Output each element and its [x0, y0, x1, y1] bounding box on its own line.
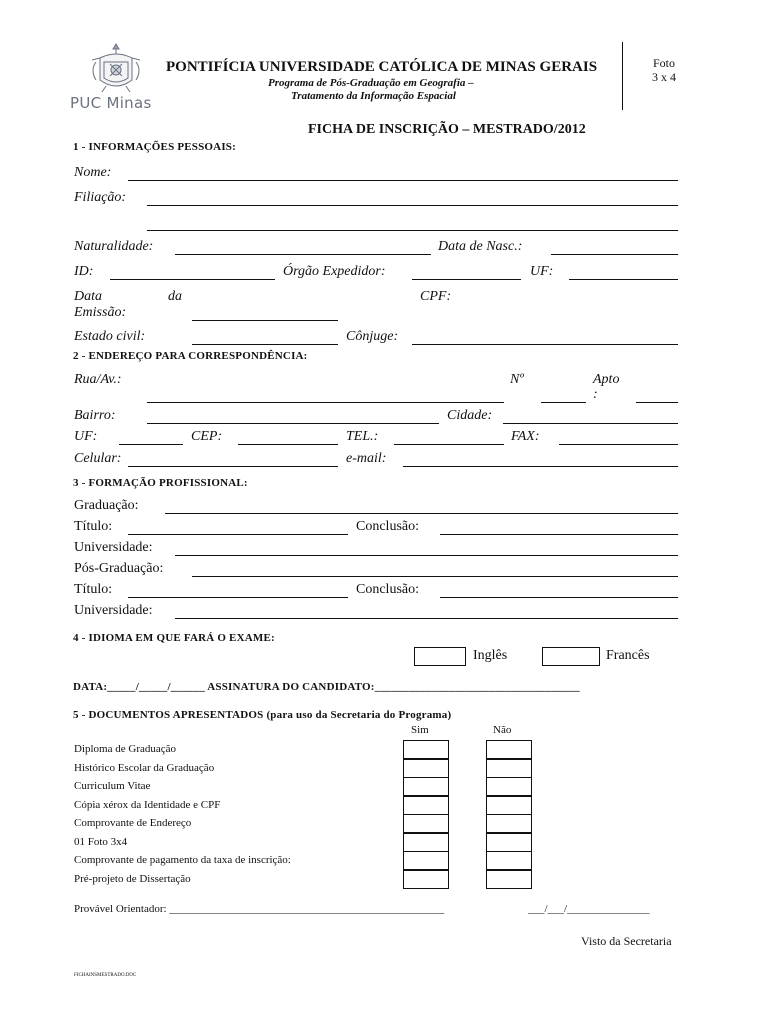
graduacao-field[interactable] [165, 513, 678, 514]
cidade-label: Cidade: [447, 408, 493, 423]
document-item: Histórico Escolar da Graduação [74, 761, 215, 774]
frances-checkbox[interactable] [542, 647, 600, 666]
form-title: FICHA DE INSCRIÇÃO – MESTRADO/2012 [308, 122, 586, 137]
sim-header: Sim [411, 724, 429, 736]
rua-label: Rua/Av.: [74, 372, 122, 387]
cep-label: CEP: [191, 429, 223, 444]
cidade-field[interactable] [503, 423, 678, 424]
sim-checkbox[interactable] [403, 851, 449, 870]
photo-divider [622, 42, 623, 110]
conjuge-label: Cônjuge: [346, 329, 399, 344]
section-3-title: 3 - FORMAÇÃO PROFISSIONAL: [73, 477, 248, 489]
data-label: Data [74, 289, 102, 304]
emissao-field[interactable] [192, 320, 338, 321]
nao-checkbox[interactable] [486, 777, 532, 796]
nao-checkbox[interactable] [486, 833, 532, 852]
uf-label: UF: [530, 264, 554, 279]
sim-checkbox[interactable] [403, 740, 449, 759]
universidade1-label: Universidade: [74, 540, 153, 555]
section-2-title: 2 - ENDEREÇO PARA CORRESPONDÊNCIA: [73, 350, 308, 362]
estado-civil-field[interactable] [192, 344, 338, 345]
uf-field[interactable] [569, 279, 678, 280]
document-item: Curriculum Vitae [74, 780, 151, 792]
sim-checkbox[interactable] [403, 759, 449, 778]
fax-label: FAX: [511, 429, 540, 444]
nao-header: Não [493, 724, 512, 736]
orgao-label: Órgão Expedidor: [283, 264, 386, 279]
document-item: Comprovante de Endereço [74, 817, 192, 829]
rua-field[interactable] [147, 402, 504, 403]
logo-text: PUC Minas [70, 94, 152, 112]
sim-checkbox[interactable] [403, 814, 449, 833]
titulo2-label: Título: [74, 582, 113, 597]
program-name: Programa de Pós-Graduação em Geografia – [268, 77, 474, 89]
filiacao-label: Filiação: [74, 190, 127, 205]
id-field[interactable] [110, 279, 275, 280]
universidade1-field[interactable] [175, 555, 678, 556]
data-nasc-label: Data de Nasc.: [438, 239, 523, 254]
photo-label: Foto [652, 56, 675, 70]
uf2-label: UF: [74, 429, 98, 444]
ingles-checkbox[interactable] [414, 647, 466, 666]
section-5-title: 5 - DOCUMENTOS APRESENTADOS (para uso da Secretaria do Programa) [73, 709, 452, 721]
photo-placeholder [640, 56, 688, 84]
puc-minas-logo [66, 40, 166, 112]
conclusao2-field[interactable] [440, 597, 678, 598]
titulo1-field[interactable] [128, 534, 348, 535]
nao-checkbox[interactable] [486, 796, 532, 815]
sim-checkbox[interactable] [403, 796, 449, 815]
titulo2-field[interactable] [128, 597, 348, 598]
document-item: Pré-projeto de Dissertação [74, 872, 191, 885]
sim-checkbox[interactable] [403, 870, 449, 889]
frances-label: Francês [606, 648, 650, 663]
crest-icon [66, 40, 166, 96]
email-field[interactable] [403, 466, 678, 467]
naturalidade-label: Naturalidade: [74, 239, 154, 254]
conjuge-field[interactable] [412, 344, 678, 345]
universidade2-field[interactable] [175, 618, 678, 619]
graduacao-label: Graduação: [74, 498, 139, 513]
cpf-label: CPF: [420, 289, 452, 304]
numero-field[interactable] [541, 402, 586, 403]
conclusao2-label: Conclusão: [356, 582, 419, 597]
footer-filename: FICHAINSMESTRADO.DOC [74, 973, 137, 978]
nao-checkbox[interactable] [486, 759, 532, 778]
orgao-field[interactable] [412, 279, 521, 280]
nao-checkbox[interactable] [486, 814, 532, 833]
program-area: Tratamento da Informação Espacial [291, 90, 456, 102]
nome-field[interactable] [128, 180, 678, 181]
data-nasc-field[interactable] [551, 254, 678, 255]
conclusao1-field[interactable] [440, 534, 678, 535]
universidade2-label: Universidade: [74, 603, 153, 618]
orientador-line[interactable]: Provável Orientador: __________________________________________________ [74, 903, 445, 915]
estado-civil-label: Estado civil: [74, 329, 146, 344]
celular-field[interactable] [128, 466, 338, 467]
naturalidade-field[interactable] [175, 254, 431, 255]
sim-checkbox[interactable] [403, 777, 449, 796]
titulo1-label: Título: [74, 519, 113, 534]
visto-secretaria: Visto da Secretaria [581, 934, 672, 948]
bairro-field[interactable] [147, 423, 439, 424]
ingles-label: Inglês [473, 648, 508, 663]
bairro-label: Bairro: [74, 408, 116, 423]
id-label: ID: [74, 264, 94, 279]
document-item: 01 Foto 3x4 [74, 835, 128, 848]
filiacao-field-1[interactable] [147, 205, 678, 206]
conclusao1-label: Conclusão: [356, 519, 419, 534]
date-line[interactable]: ___/___/_______________ [528, 903, 650, 915]
nome-label: Nome: [74, 165, 112, 180]
numero-label: Nº [510, 372, 524, 387]
uf2-field[interactable] [119, 444, 183, 445]
email-label: e-mail: [346, 451, 387, 466]
filiacao-field-2[interactable] [147, 230, 678, 231]
sim-checkbox[interactable] [403, 833, 449, 852]
nao-checkbox[interactable] [486, 851, 532, 870]
da-label: da [168, 289, 182, 304]
photo-size: 3 x 4 [652, 70, 676, 84]
pos-field[interactable] [192, 576, 678, 577]
nao-checkbox[interactable] [486, 870, 532, 889]
tel-field[interactable] [394, 444, 504, 445]
emissao-label: Emissão: [74, 305, 127, 320]
apto-field[interactable] [636, 402, 678, 403]
tel-label: TEL.: [346, 429, 379, 444]
document-item: Diploma de Graduação [74, 743, 177, 755]
section-1-title: 1 - INFORMAÇÕES PESSOAIS: [73, 141, 236, 153]
section-4-title: 4 - IDIOMA EM QUE FARÁ O EXAME: [73, 632, 275, 644]
apto-colon: : [593, 387, 598, 402]
signature-line[interactable]: DATA:_____/_____/______ ASSINATURA DO CANDIDATO:____________________________________ [73, 681, 580, 693]
celular-label: Celular: [74, 451, 122, 466]
cep-field[interactable] [238, 444, 338, 445]
nao-checkbox[interactable] [486, 740, 532, 759]
university-name: PONTIFÍCIA UNIVERSIDADE CATÓLICA DE MINAS GERAIS [166, 59, 598, 75]
apto-label: Apto [593, 372, 620, 387]
document-item: Comprovante de pagamento da taxa de inscrição: [74, 854, 291, 866]
document-item: Cópia xérox da Identidade e CPF [74, 798, 221, 811]
fax-field[interactable] [559, 444, 678, 445]
pos-label: Pós-Graduação: [74, 561, 164, 576]
